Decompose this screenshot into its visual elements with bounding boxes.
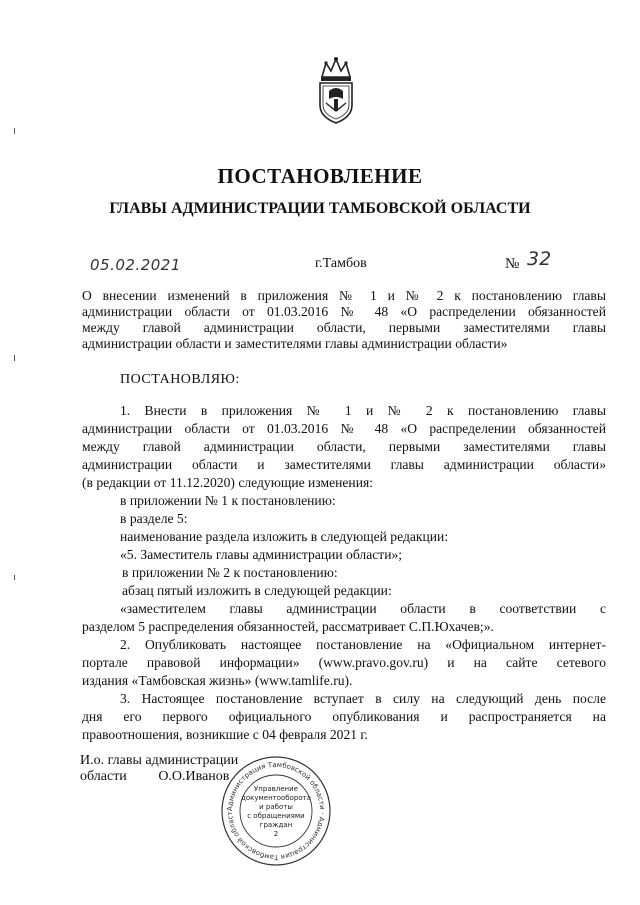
body-line: в разделе 5: bbox=[120, 511, 188, 526]
document-city: г.Тамбов bbox=[315, 256, 367, 271]
about-line: между главой администрации области, первыми заместителями главы bbox=[82, 320, 606, 335]
svg-text:документооборота: документооборота bbox=[241, 794, 311, 802]
about-line: О внесении изменений в приложения № 1 и № 2 к постановлению главы bbox=[82, 288, 606, 303]
scan-mark bbox=[14, 575, 15, 580]
body-paragraph-3-line: дня его первого официального опубликования и распространяется на bbox=[82, 709, 606, 724]
scan-mark bbox=[14, 128, 15, 134]
body-paragraph-1-line: (в редакции от 11.12.2020) следующие изменения: bbox=[82, 475, 374, 490]
svg-text:Управление: Управление bbox=[254, 785, 298, 793]
body-line: в приложении № 1 к постановлению: bbox=[120, 493, 336, 508]
body-line: разделом 5 распределения обязанностей, рассматривает С.П.Юхачев;». bbox=[82, 619, 494, 634]
signature-name: О.О.Иванов bbox=[158, 769, 230, 784]
body-line: наименование раздела изложить в следующей редакции: bbox=[120, 529, 449, 544]
crown-shield-icon bbox=[312, 55, 360, 127]
body-line: «заместителем главы администрации области в соответствии с bbox=[120, 601, 606, 616]
body-paragraph-2-line: 2. Опубликовать настоящее постановление на «Официальном интернет- bbox=[120, 637, 606, 652]
body-line: в приложении № 2 к постановлению: bbox=[122, 565, 338, 580]
document-date: 05.02.2021 bbox=[90, 256, 181, 274]
body-paragraph-1-line: администрации области от 01.03.2016 № 48 «О распределении обязанностей bbox=[82, 421, 606, 436]
document-about-block bbox=[82, 288, 606, 352]
document-body bbox=[82, 402, 606, 744]
body-line: абзац пятый изложить в следующей редакции: bbox=[122, 583, 392, 598]
document-title: ПОСТАНОВЛЕНИЕ bbox=[217, 164, 423, 188]
about-line: администрации области от 01.03.2016 № 48 «О распределении обязанностей bbox=[82, 304, 606, 319]
signature-position: И.о. главы администрации bbox=[80, 753, 239, 768]
body-paragraph-2-line: издания «Тамбовская жизнь» (www.tamlife.ru). bbox=[82, 673, 353, 688]
coat-of-arms-emblem bbox=[312, 55, 360, 127]
svg-text:и работы: и работы bbox=[259, 803, 293, 811]
document-subtitle: ГЛАВЫ АДМИНИСТРАЦИИ ТАМБОВСКОЙ ОБЛАСТИ bbox=[109, 200, 531, 217]
body-paragraph-2-line: портале правовой информации» (www.pravo.gov.ru) и на сайте сетевого bbox=[82, 655, 606, 670]
body-paragraph-3-line: правоотношения, возникшие с 04 февраля 2021 г. bbox=[82, 727, 368, 742]
body-paragraph-1-line: администрации области и заместителями главы администрации области» bbox=[82, 457, 606, 472]
stamp-seal-icon bbox=[220, 755, 332, 867]
svg-text:граждан: граждан bbox=[259, 821, 293, 829]
document-number-label: № bbox=[505, 256, 520, 272]
body-paragraph-3-line: 3. Настоящее постановление вступает в силу на следующий день после bbox=[120, 691, 606, 706]
about-line: администрации области и заместителями главы администрации области» bbox=[82, 336, 508, 351]
body-paragraph-1-line: между главой администрации области, первыми заместителями главы bbox=[82, 439, 606, 454]
signature-block bbox=[80, 753, 238, 785]
body-line: «5. Заместитель главы администрации области»; bbox=[120, 547, 403, 562]
signature-line-2 bbox=[80, 769, 238, 785]
scan-mark bbox=[14, 355, 15, 361]
document-number: 32 bbox=[527, 248, 552, 270]
decree-heading: ПОСТАНОВЛЯЮ: bbox=[120, 372, 240, 387]
official-stamp-seal bbox=[220, 755, 332, 867]
svg-text:с обращениями: с обращениями bbox=[247, 812, 305, 820]
body-paragraph-1-line: 1. Внести в приложения № 1 и № 2 к постановлению главы bbox=[120, 403, 606, 418]
svg-text:2: 2 bbox=[273, 830, 279, 838]
signature-position-2: области bbox=[80, 769, 127, 784]
svg-text:Администрация Тамбовской облас: Администрация Тамбовской области · Администрация Тамбовской област bbox=[225, 760, 327, 862]
